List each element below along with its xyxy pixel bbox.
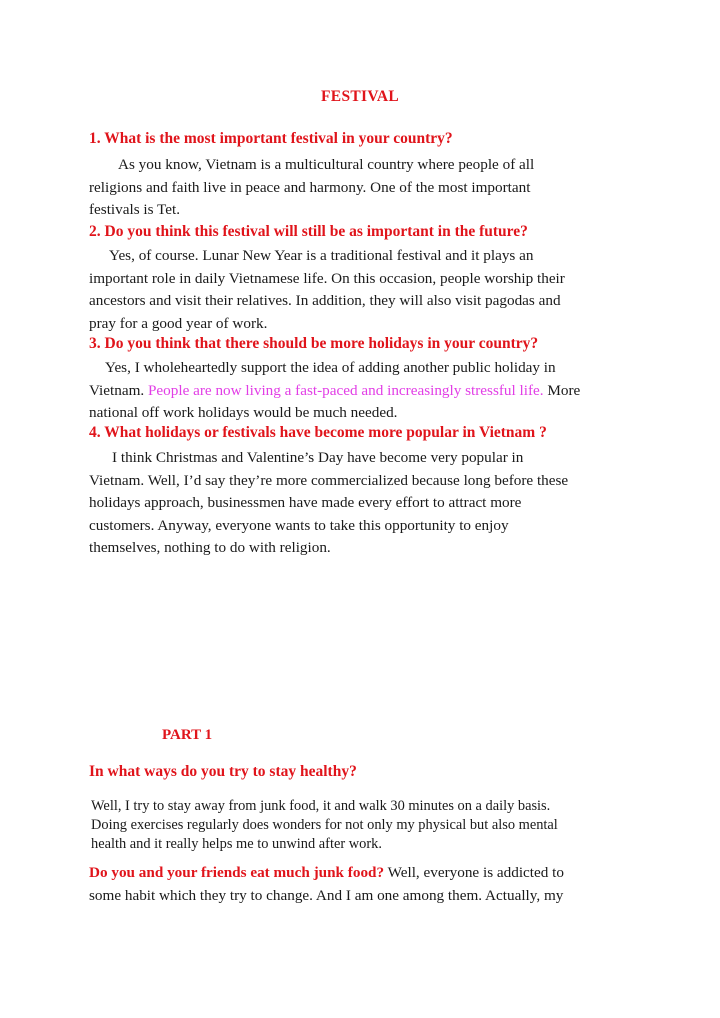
answer-1-line-2: religions and faith live in peace and harmony. One of the most important (89, 178, 531, 196)
part-1-answer-2-line-2: some habit which they try to change. And I am one among them. Actually, my (89, 887, 564, 904)
part-1-answer-1 (91, 797, 631, 854)
answer-4-line-1: I think Christmas and Valentine’s Day have become very popular in (112, 449, 524, 466)
question-3: 3. Do you think that there should be more holidays in your country? (89, 335, 539, 352)
part-1-answer-1-line-1: Well, I try to stay away from junk food, it and walk 30 minutes on a daily basis. (91, 798, 551, 814)
answer-4-line-4: customers. Anyway, everyone wants to take this opportunity to enjoy (89, 516, 509, 534)
answer-1 (89, 154, 629, 222)
answer-2-line-4: pray for a good year of work. (89, 314, 268, 332)
part-1-question-2: Do you and your friends eat much junk food? (89, 864, 385, 881)
answer-3-line-2 (89, 380, 629, 403)
answer-1-line-1: As you know, Vietnam is a multicultural country where people of all (118, 156, 535, 173)
answer-2-line-3: ancestors and visit their relatives. In addition, they will also visit pagodas and (89, 292, 561, 309)
answer-1-line-3: festivals is Tet. (89, 201, 181, 218)
question-1: 1. What is the most important festival in your country? (89, 130, 453, 147)
answer-4 (89, 447, 629, 560)
answer-3 (89, 357, 629, 425)
part-1-heading: PART 1 (162, 727, 213, 743)
answer-3-line-1: Yes, I wholeheartedly support the idea of adding another public holiday in (105, 359, 556, 376)
part-1-answer-1-line-3: health and it really helps me to unwind after work. (91, 836, 382, 852)
answer-3-line-2-start: Vietnam. (89, 381, 145, 399)
answer-4-line-3: holidays approach, businessmen have made every effort to attract more (89, 494, 522, 511)
answer-2 (89, 245, 629, 335)
part-1-answer-2-start: Well, everyone is addicted to (387, 864, 564, 881)
question-4: 4. What holidays or festivals have become more popular in Vietnam ? (89, 424, 547, 441)
part-1-question-1: In what ways do you try to stay healthy? (89, 763, 357, 780)
part-1-question-2-line-1 (89, 861, 629, 884)
answer-4-line-5: themselves, nothing to do with religion. (89, 539, 331, 556)
page-title: FESTIVAL (321, 88, 399, 105)
answer-2-line-1: Yes, of course. Lunar New Year is a traditional festival and it plays an (109, 247, 534, 264)
answer-2-line-2: important role in daily Vietnamese life. On this occasion, people worship their (89, 269, 565, 287)
highlighted-sentence: People are now living a fast-paced and increasingly stressful life. (147, 381, 544, 399)
answer-4-line-2: Vietnam. Well, I’d say they’re more commercialized because long before these (89, 471, 569, 489)
answer-3-line-2-end: More (547, 381, 581, 399)
answer-3-line-3: national off work holidays would be much needed. (89, 404, 398, 421)
part-1-answer-1-line-2: Doing exercises regularly does wonders for not only my physical but also mental (91, 817, 558, 833)
question-2: 2. Do you think this festival will still be as important in the future? (89, 223, 528, 240)
part-1-question-2-block (89, 861, 629, 907)
